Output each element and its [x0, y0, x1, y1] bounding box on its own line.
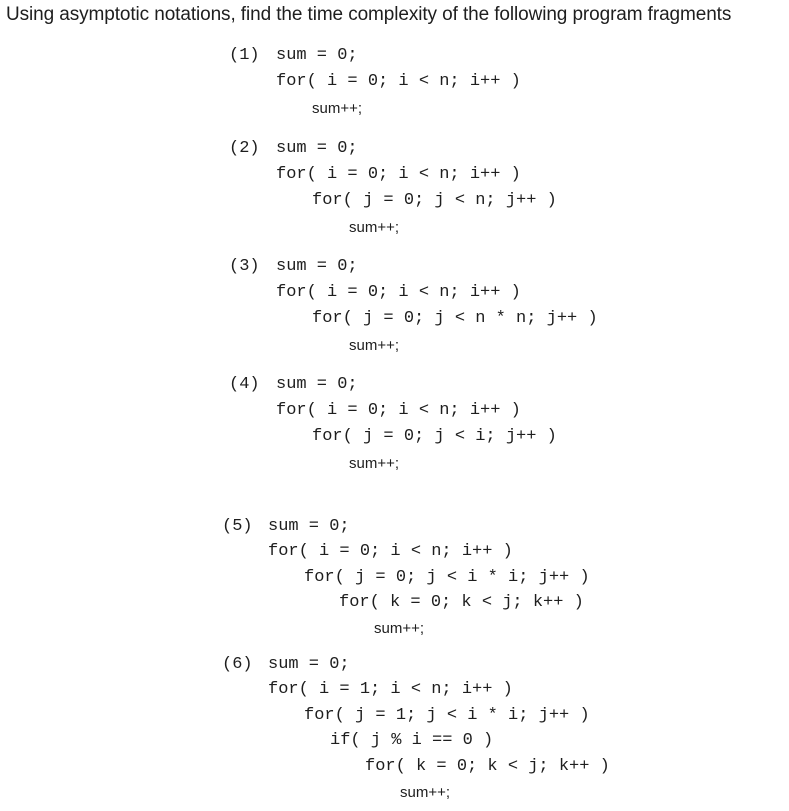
code-line: sum++;: [400, 784, 451, 801]
code-line: for( i = 0; i < n; i++ ): [276, 165, 521, 184]
code-line: sum++;: [312, 100, 363, 117]
code-line: sum++;: [349, 219, 400, 236]
code-line: for( j = 0; j < n * n; j++ ): [312, 309, 598, 328]
code-line: for( j = 0; j < n; j++ ): [312, 191, 557, 210]
fragment-number: (5): [222, 517, 253, 536]
code-line: sum++;: [374, 620, 425, 637]
code-line: for( i = 0; i < n; i++ ): [276, 72, 521, 91]
code-line: for( j = 1; j < i * i; j++ ): [304, 706, 590, 725]
code-line: for( k = 0; k < j; k++ ): [365, 757, 610, 776]
code-line: sum = 0;: [276, 257, 358, 276]
code-line: if( j % i == 0 ): [330, 731, 494, 750]
code-line: for( j = 0; j < i * i; j++ ): [304, 568, 590, 587]
fragment-number: (4): [229, 375, 260, 394]
fragment-number: (6): [222, 655, 253, 674]
fragment-number: (1): [229, 46, 260, 65]
code-line: sum = 0;: [276, 375, 358, 394]
code-line: sum = 0;: [268, 517, 350, 536]
code-line: for( k = 0; k < j; k++ ): [339, 593, 584, 612]
code-line: for( i = 0; i < n; i++ ): [268, 542, 513, 561]
code-line: for( i = 1; i < n; i++ ): [268, 680, 513, 699]
code-line: sum = 0;: [268, 655, 350, 674]
code-line: sum = 0;: [276, 139, 358, 158]
fragment-number: (2): [229, 139, 260, 158]
code-line: for( i = 0; i < n; i++ ): [276, 401, 521, 420]
code-line: for( i = 0; i < n; i++ ): [276, 283, 521, 302]
code-line: sum++;: [349, 455, 400, 472]
code-line: sum++;: [349, 337, 400, 354]
code-line: sum = 0;: [276, 46, 358, 65]
code-line: for( j = 0; j < i; j++ ): [312, 427, 557, 446]
fragment-number: (3): [229, 257, 260, 276]
page-title: Using asymptotic notations, find the time complexity of the following program fragments: [6, 4, 732, 25]
